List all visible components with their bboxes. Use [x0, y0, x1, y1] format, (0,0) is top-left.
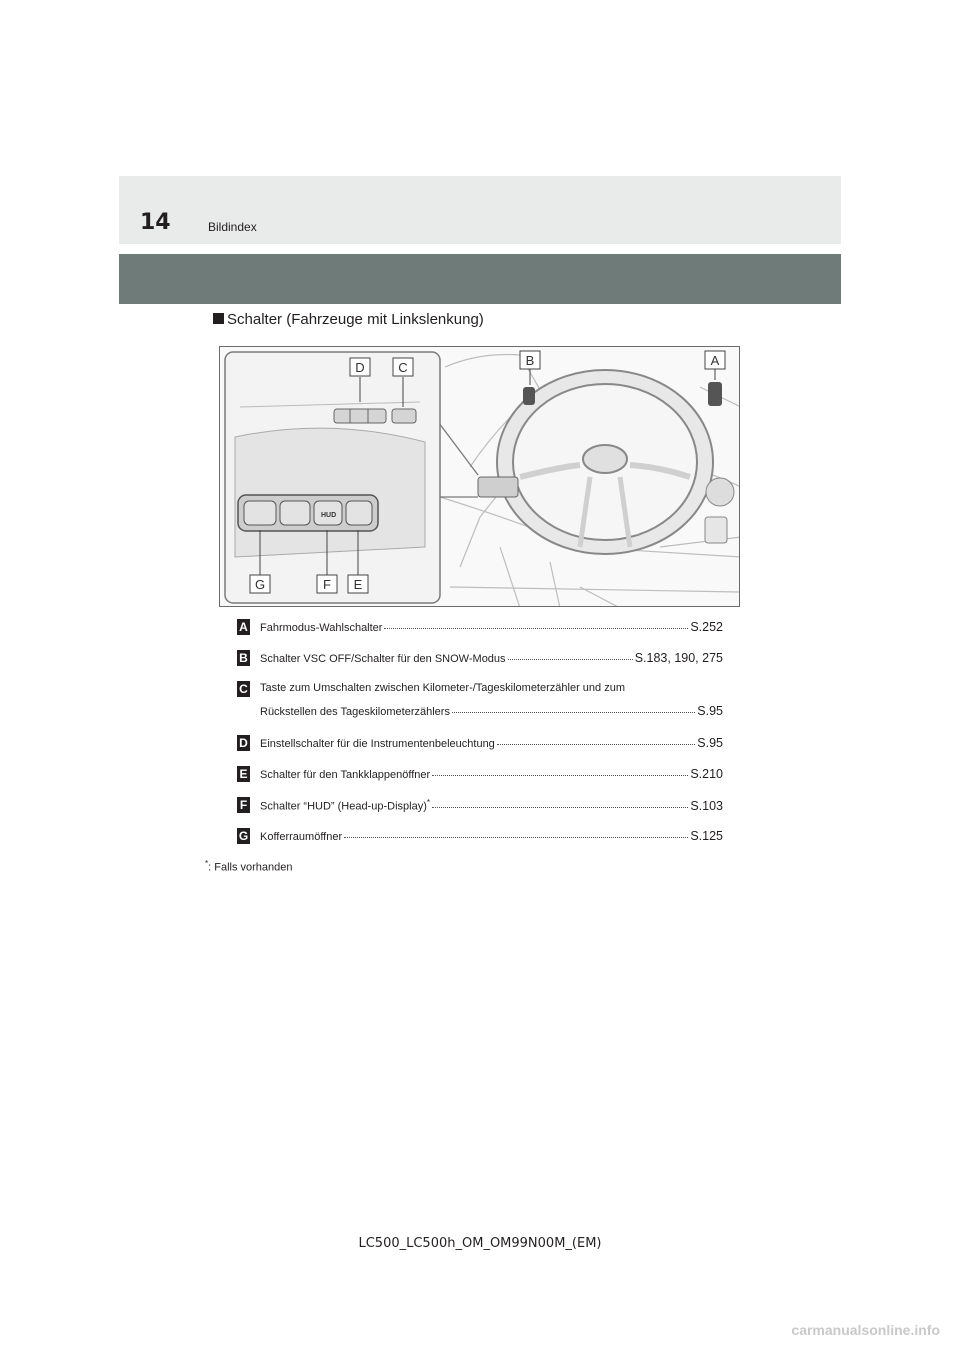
page-reference-link[interactable]: S.125: [690, 829, 723, 843]
list-item: [237, 646, 723, 675]
page-reference-link[interactable]: S.95: [697, 736, 723, 750]
subsection-heading: [213, 311, 484, 328]
watermark: carmanualsonline.info: [791, 1322, 940, 1338]
item-label-text: Schalter “HUD” (Head-up-Display): [260, 800, 427, 813]
subsection-heading-text: Schalter (Fahrzeuge mit Linkslenkung): [227, 311, 484, 328]
callout-b-label: B: [525, 353, 535, 368]
footnote-marker: *: [426, 798, 430, 807]
callout-a-label: A: [710, 353, 720, 368]
footnote: [205, 859, 293, 874]
page-reference-link[interactable]: S.252: [690, 620, 723, 634]
item-letter: E: [237, 766, 250, 782]
section-title: Bildindex: [208, 220, 257, 234]
document-code: LC500_LC500h_OM_OM99N00M_(EM): [358, 1236, 602, 1251]
switch-location-figure: [219, 346, 740, 607]
item-label: Schalter VSC OFF/Schalter für den SNOW-Modus: [260, 653, 506, 665]
list-item: [237, 793, 723, 822]
page-reference-link[interactable]: S.210: [690, 767, 723, 781]
item-label-line1: Taste zum Umschalten zwischen Kilometer-/Tageskilometerzähler und zum: [260, 682, 625, 694]
item-letter: F: [237, 797, 250, 813]
callout-c-label: C: [398, 360, 408, 375]
footnote-marker: *: [205, 859, 209, 868]
page-number: 14: [140, 210, 171, 235]
item-letter: C: [237, 681, 250, 697]
item-label: Kofferraumöffner: [260, 831, 343, 843]
item-letter: A: [237, 619, 250, 635]
item-label: [260, 798, 430, 813]
callout-g-label: G: [254, 577, 266, 592]
item-letter: D: [237, 735, 250, 751]
dashboard-illustration: [220, 347, 740, 607]
page-reference-link[interactable]: S.103: [690, 798, 723, 813]
callout-f-label: F: [323, 577, 331, 592]
item-label: Einstellschalter für die Instrumentenbeleuchtung: [260, 738, 495, 750]
list-item: [237, 731, 723, 760]
list-item: [237, 677, 723, 729]
item-label: Schalter für den Tankklappenöffner: [260, 769, 431, 781]
item-label: Fahrmodus-Wahlschalter: [260, 622, 383, 634]
callout-e-label: E: [353, 577, 363, 592]
vsc-off-switch: [523, 387, 535, 405]
hud-switch-label: HUD: [321, 512, 337, 519]
switch-list: [237, 615, 723, 855]
item-label: Rückstellen des Tageskilometerzählers: [260, 706, 450, 718]
mode-selector-switch: [708, 382, 722, 406]
footnote-text: : Falls vorhanden: [208, 861, 293, 874]
square-bullet-icon: [213, 313, 224, 324]
item-letter: G: [238, 829, 249, 843]
callout-d-label: D: [355, 360, 365, 375]
chapter-banner: [119, 254, 841, 304]
item-letter: B: [237, 650, 250, 666]
page-reference-link[interactable]: S.95: [697, 704, 723, 718]
list-item: [237, 762, 723, 791]
list-item: [237, 824, 723, 853]
page-reference-link[interactable]: S.183, 190, 275: [634, 651, 723, 665]
list-item: [237, 615, 723, 644]
